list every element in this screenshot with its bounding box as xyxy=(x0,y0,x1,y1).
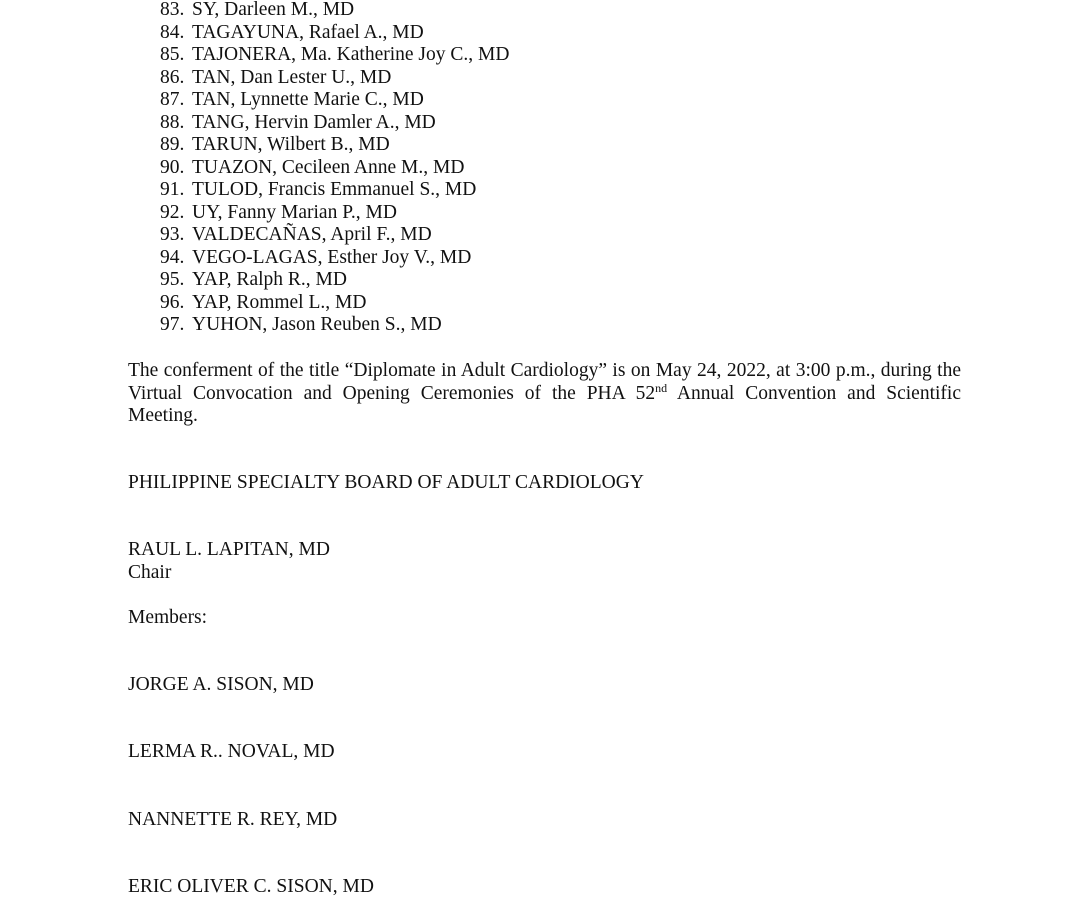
list-item-number: 88. xyxy=(160,111,185,133)
list-item xyxy=(160,247,509,270)
list-item xyxy=(160,224,509,247)
list-item-name: YAP, Rommel L., MD xyxy=(192,291,367,313)
list-item-name: TAN, Dan Lester U., MD xyxy=(192,66,392,88)
chair-title: Chair xyxy=(128,562,172,583)
list-item-name: VALDECAÑAS, April F., MD xyxy=(192,224,432,245)
list-item-name: TANG, Hervin Damler A., MD xyxy=(192,111,436,133)
list-item-number: 91. xyxy=(160,179,185,200)
list-item-name: TAN, Lynnette Marie C., MD xyxy=(192,89,424,110)
list-item-name: TAJONERA, Ma. Katherine Joy C., MD xyxy=(192,44,510,65)
list-item-number: 93. xyxy=(160,224,185,245)
chair-name: RAUL L. LAPITAN, MD xyxy=(128,539,330,560)
list-item-number: 87. xyxy=(160,89,185,110)
list-item-name: TUAZON, Cecileen Anne M., MD xyxy=(192,156,465,178)
list-item xyxy=(160,134,509,157)
list-item-number: 89. xyxy=(160,134,185,155)
diplomate-list xyxy=(160,0,509,337)
list-item-name: TARUN, Wilbert B., MD xyxy=(192,134,390,155)
list-item-name: SY, Darleen M., MD xyxy=(192,0,355,20)
list-item-number: 85. xyxy=(160,44,185,65)
list-item-number: 86. xyxy=(160,66,185,88)
member-name: JORGE A. SISON, MD xyxy=(128,674,314,695)
conferment-paragraph xyxy=(128,360,961,428)
list-item xyxy=(160,22,509,45)
list-item xyxy=(160,44,509,67)
paragraph-text-end: Annual Convention and Scientific Meeting. xyxy=(128,382,961,426)
list-item-name: YAP, Ralph R., MD xyxy=(192,269,347,290)
list-item xyxy=(160,67,509,90)
list-item-number: 97. xyxy=(160,314,185,335)
list-item-number: 95. xyxy=(160,269,185,290)
list-item-name: TULOD, Francis Emmanuel S., MD xyxy=(192,179,477,200)
list-item-name: UY, Fanny Marian P., MD xyxy=(192,201,397,223)
list-item-name: YUHON, Jason Reuben S., MD xyxy=(192,314,442,335)
list-item xyxy=(160,314,509,337)
ordinal-suffix: nd xyxy=(655,380,668,395)
list-item xyxy=(160,0,509,22)
list-item xyxy=(160,179,509,202)
paragraph-text: The conferment of the title “Diplomate in Adult Cardiology” is on May 24, 2022, at 3:00 p.m., during the Virtual Convocation and Opening Ceremonies of the PHA 52 xyxy=(128,360,961,404)
list-item xyxy=(160,157,509,180)
list-item xyxy=(160,202,509,225)
list-item xyxy=(160,292,509,315)
member-name: ERIC OLIVER C. SISON, MD xyxy=(128,876,374,897)
list-item xyxy=(160,112,509,135)
list-item xyxy=(160,269,509,292)
list-item-number: 84. xyxy=(160,21,185,43)
members-label: Members: xyxy=(128,607,208,628)
list-item-number: 94. xyxy=(160,246,185,268)
list-item xyxy=(160,89,509,112)
list-item-number: 90. xyxy=(160,156,185,178)
list-item-number: 83. xyxy=(160,0,185,20)
list-item-name: VEGO-LAGAS, Esther Joy V., MD xyxy=(192,246,472,268)
board-name: PHILIPPINE SPECIALTY BOARD OF ADULT CARDIOLOGY xyxy=(128,472,644,493)
member-name: LERMA R.. NOVAL, MD xyxy=(128,741,335,762)
list-item-name: TAGAYUNA, Rafael A., MD xyxy=(192,21,424,43)
list-item-number: 96. xyxy=(160,291,185,313)
member-name: NANNETTE R. REY, MD xyxy=(128,809,338,830)
list-item-number: 92. xyxy=(160,201,185,223)
